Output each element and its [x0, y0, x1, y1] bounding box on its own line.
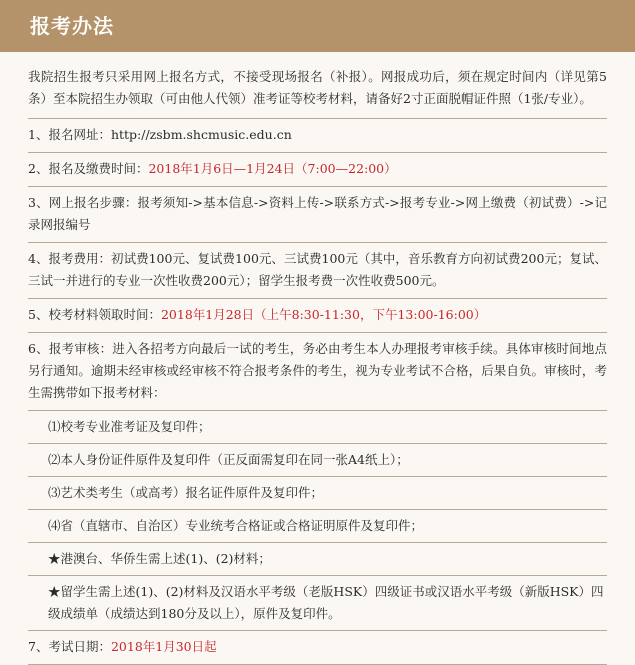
item-apply-url-text: 1、报名网址：http://zsbm.shcmusic.edu.cn [28, 127, 292, 142]
item-material-pickup-value: 2018年1月28日（上午8:30-11:30，下午13:00-16:00） [160, 307, 487, 322]
page-title: 报考办法 [30, 14, 114, 38]
item-registration-time-label: 2、报名及缴费时间： [28, 161, 149, 176]
intro-paragraph: 我院招生报考只采用网上报名方式，不接受现场报名（补报）。网报成功后，须在规定时间内（详见第5条）至本院招生办领取（可由他人代领）准考证等校考材料，请备好2寸正面脱帽证件照（1张/专业）。 [28, 69, 607, 106]
item-material-pickup [28, 298, 607, 332]
item-steps [28, 186, 607, 242]
item-review [28, 332, 607, 410]
review-material-1-text: ⑴校考专业准考证及复印件； [48, 419, 211, 434]
review-material-4 [28, 509, 607, 542]
item-exam-date-label: 7、考试日期： [28, 639, 111, 654]
section-header [0, 0, 635, 52]
review-material-hk-macao-taiwan [28, 542, 607, 575]
item-exam-date-value: 2018年1月30日起 [110, 639, 217, 654]
content-body [0, 52, 635, 665]
item-exam-date [28, 630, 607, 665]
review-material-1 [28, 410, 607, 443]
item-registration-time-value: 2018年1月6日—1月24日（7:00—22:00） [148, 161, 397, 176]
item-fees-text: 4、报考费用：初试费100元、复试费100元、三试费100元（其中，音乐教育方向初试费200元；复试、三试一并进行的专业一次性收费200元）；留学生报考费一次性收费500元。 [28, 251, 607, 288]
item-steps-text: 3、网上报名步骤：报考须知->基本信息->资料上传->联系方式->报考专业->网上缴费（初试费）->记录网报编号 [28, 195, 607, 232]
review-material-4-text: ⑷省（直辖市、自治区）专业统考合格证或合格证明原件及复印件； [48, 518, 424, 533]
item-registration-time [28, 152, 607, 186]
item-material-pickup-label: 5、校考材料领取时间： [28, 307, 161, 322]
review-material-intl-students-text: ★留学生需上述(1)、(2)材料及汉语水平考级（老版HSK）四级证书或汉语水平考级（新版HSK）四级成绩单（成绩达到180分及以上），原件及复印件。 [48, 584, 604, 621]
review-material-3-text: ⑶艺术类考生（或高考）报名证件原件及复印件； [48, 485, 324, 500]
review-material-3 [28, 476, 607, 509]
review-material-intl-students [28, 575, 607, 630]
review-material-2-text: ⑵本人身份证件原件及复印件（正反面需复印在同一张A4纸上）； [48, 452, 409, 467]
review-material-2 [28, 443, 607, 476]
item-fees [28, 242, 607, 298]
item-apply-url [28, 118, 607, 152]
review-material-hk-macao-taiwan-text: ★港澳台、华侨生需上述(1)、(2)材料； [48, 551, 271, 566]
item-review-text: 6、报考审核：进入各招考方向最后一试的考生，务必由考生本人办理报考审核手续。具体审核时间地点另行通知。逾期未经审核或经审核不符合报考条件的考生，视为专业考试不合格，后果自负。审核时，考生需携带如下报考材料： [28, 341, 607, 400]
